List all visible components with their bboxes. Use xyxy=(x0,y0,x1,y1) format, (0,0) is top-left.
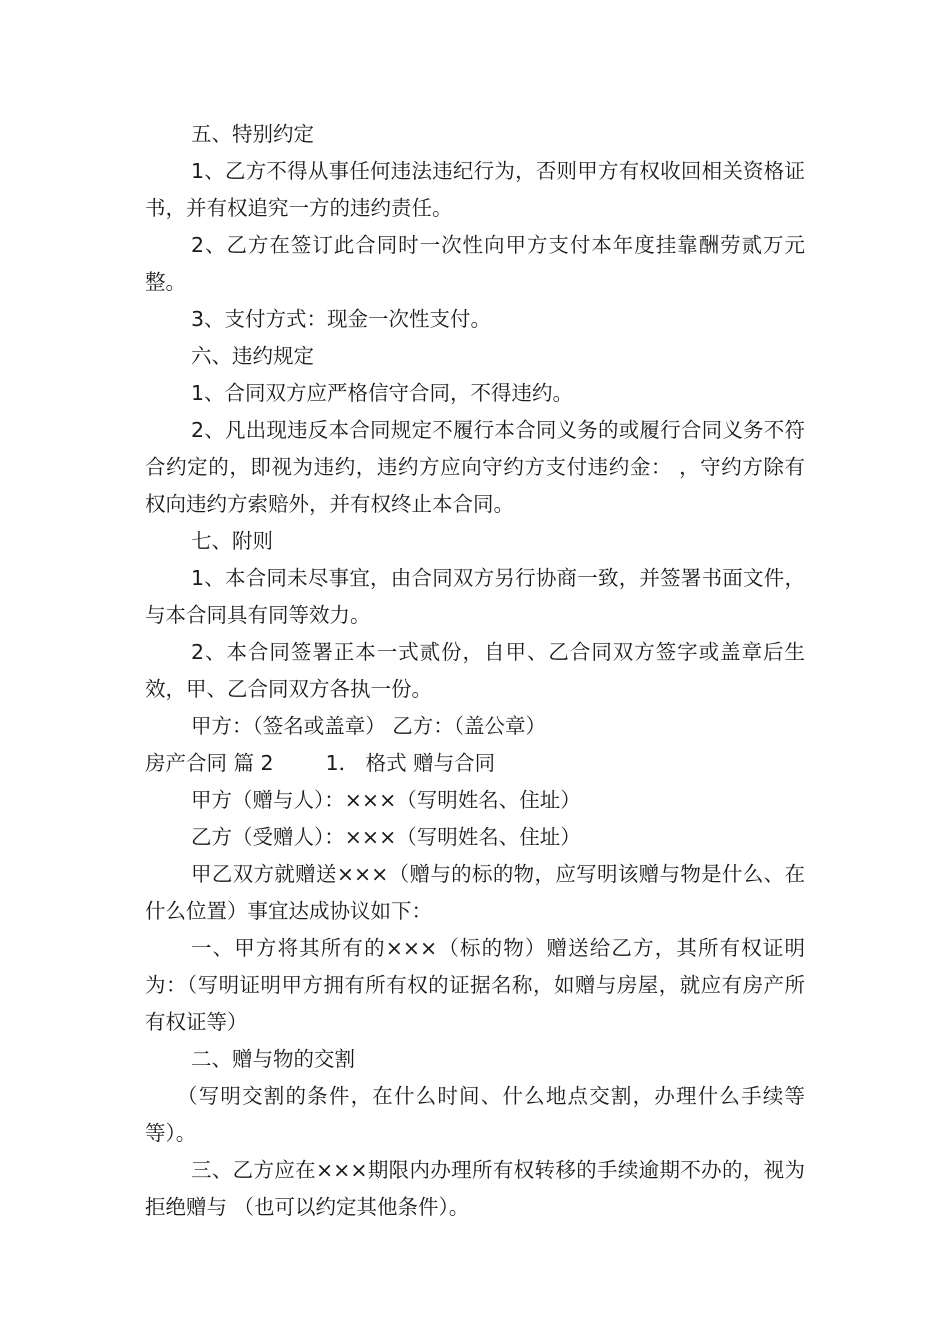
document-body xyxy=(145,116,805,1226)
contract-section-heading xyxy=(145,745,805,782)
section-heading-breach: 六、违约规定 xyxy=(191,344,314,368)
paragraph: 2、乙方在签订此合同时一次性向甲方支付本年度挂靠酬劳贰万元整。 xyxy=(145,233,805,294)
paragraph: 1、本合同未尽事宜，由合同双方另行协商一致，并签署书面文件，与本合同具有同等效力。 xyxy=(145,566,805,627)
paragraph: 1、合同双方应严格信守合同，不得违约。 xyxy=(191,381,574,405)
paragraph: 乙方（受赠人）：×××（写明姓名、住址） xyxy=(191,825,581,849)
paragraph: 三、乙方应在×××期限内办理所有权转移的手续逾期不办的，视为拒绝赠与 （也可以约定其他条件）。 xyxy=(145,1158,805,1219)
paragraph: 3、支付方式：现金一次性支付。 xyxy=(191,307,492,331)
paragraph: 2、本合同签署正本一式贰份，自甲、乙合同双方签字或盖章后生效，甲、乙合同双方各执一份。 xyxy=(145,640,805,701)
contract-section-title: 房产合同 篇 2 xyxy=(145,751,274,775)
section-heading-delivery: 二、赠与物的交割 xyxy=(191,1047,355,1071)
contract-section-subtitle: 1． 格式 赠与合同 xyxy=(325,751,496,775)
paragraph: 2、凡出现违反本合同规定不履行本合同义务的或履行合同义务不符合约定的，即视为违约，违约方应向守约方支付违约金： ，守约方除有权向违约方索赔外，并有权终止本合同。 xyxy=(145,418,805,516)
section-heading-special-terms: 五、特别约定 xyxy=(191,122,314,146)
section-heading-annex: 七、附则 xyxy=(191,529,273,553)
paragraph: 甲方（赠与人）：×××（写明姓名、住址） xyxy=(191,788,581,812)
paragraph: 一、甲方将其所有的×××（标的物）赠送给乙方，其所有权证明为：（写明证明甲方拥有所有权的证据名称，如赠与房屋，就应有房产所有权证等） xyxy=(145,936,805,1034)
signature-line: 甲方：（签名或盖章） 乙方：（盖公章） xyxy=(191,714,547,738)
paragraph: 甲乙双方就赠送×××（赠与的标的物，应写明该赠与物是什么、在什么位置）事宜达成协议如下： xyxy=(145,862,805,923)
paragraph: （写明交割的条件，在什么时间、什么地点交割，办理什么手续等等）。 xyxy=(145,1084,805,1145)
paragraph: 1、乙方不得从事任何违法违纪行为，否则甲方有权收回相关资格证书，并有权追究一方的违约责任。 xyxy=(145,159,805,220)
